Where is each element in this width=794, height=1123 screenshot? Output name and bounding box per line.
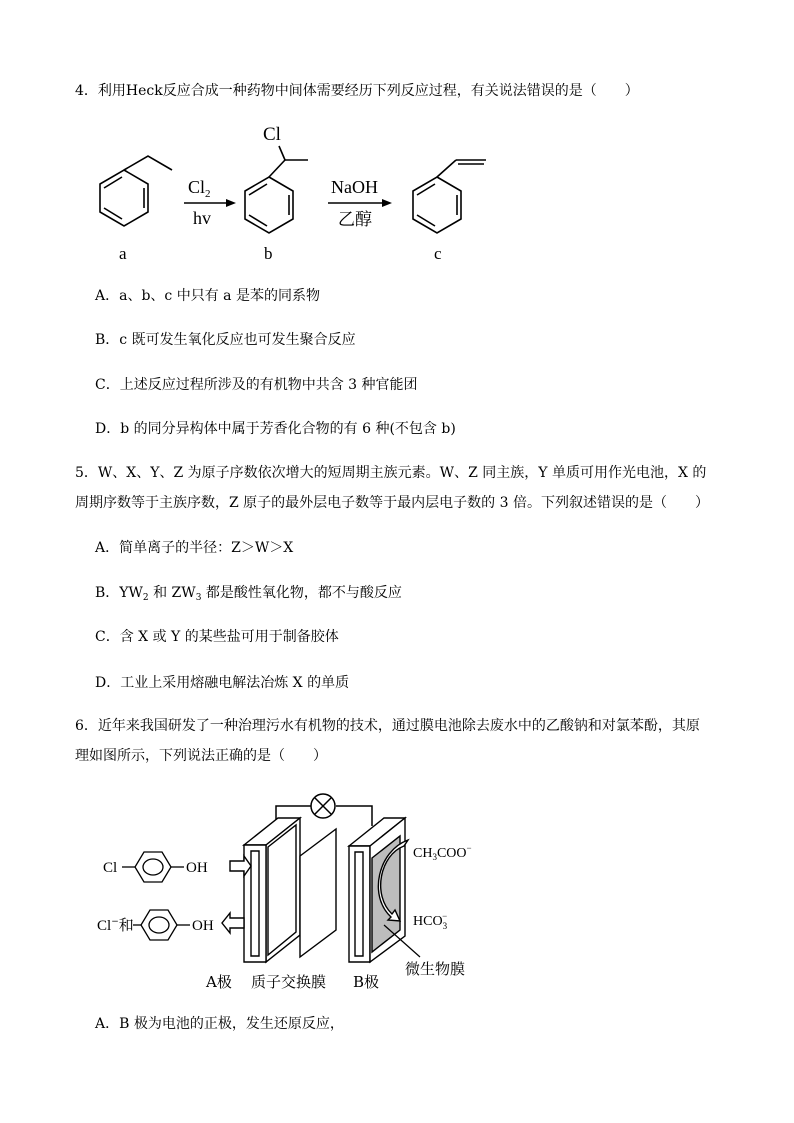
label-b: b [264,244,273,263]
a-electrode-label: A极 [206,973,232,991]
chlorophenol-ring [135,852,171,882]
oh-product: OH [192,918,214,934]
q4-option-b: B．c 既可发生氧化反应也可发生聚合反应 [95,332,356,348]
q5-option-c: C．含 X 或 Y 的某些盐可用于制备胶体 [95,629,339,645]
label-c: c [434,244,442,263]
q6-stem-line2: 理如图所示，下列说法正确的是（ ） [75,748,327,764]
q5-option-d: D．工业上采用熔融电解法冶炼 X 的单质 [95,675,350,691]
q5-option-b: B．$YW_2$ 和 $ZW_3$ 都是酸性氧化物，都不与酸反应 [95,585,402,603]
membrane-label: 质子交换膜 [251,973,327,991]
oh-reactant: OH [186,860,208,876]
membrane [300,829,336,957]
bicarbonate-label: $HCO_3-$ [413,911,448,931]
phenol-ring [141,910,177,940]
electrode-a [244,818,300,962]
q4-option-d: D．b 的同分异构体中属于芳香化合物的有 6 种(不包含 b) [95,421,456,437]
q4-option-c: C．上述反应过程所涉及的有机物中共含 3 种官能团 [95,377,418,393]
q5-stem-line2: 周期序数等于主族序数，Z 原子的最外层电子数等于最内层电子数的 3 倍。下列叙述错误的是（ ） [75,495,709,511]
reagent-2-top: NaOH [331,177,378,197]
chloride-and: Cl−和 [97,916,134,934]
q5-option-a: A．简单离子的半径：Z＞W＞X [95,540,294,556]
cl-atom: Cl [263,124,281,145]
biofilm-label: 微生物膜 [405,960,466,978]
cl-reactant: Cl [103,860,118,876]
q6-stem-line1: 6．近年来我国研发了一种治理污水有机物的技术，通过膜电池除去废水中的乙酸钠和对氯苯酚，其原 [75,718,700,734]
q4-option-a: A．a、b、c 中只有 a 是苯的同系物 [95,288,320,304]
reagent-1-bottom: hv [193,208,211,228]
reagent-2-bottom: 乙醇 [338,210,372,230]
label-a: a [119,244,127,263]
b-electrode-label: B极 [353,973,380,991]
q5-stem-line1: 5．W、X、Y、Z 为原子序数依次增大的短周期主族元素。W、Z 同主族，Y 单质可用作光电池，X 的 [75,465,707,481]
q6-option-a: A．B 极为电池的正极，发生还原反应， [95,1016,344,1032]
reagent-1-top: $Cl_2$ [188,177,211,200]
electrode-b [349,818,405,962]
q4-stem: 4．利用Heck反应合成一种药物中间体需要经历下列反应过程，有关说法错误的是（ ） [75,83,639,99]
acetate-label: $CH_3COO^-$ [413,843,472,862]
